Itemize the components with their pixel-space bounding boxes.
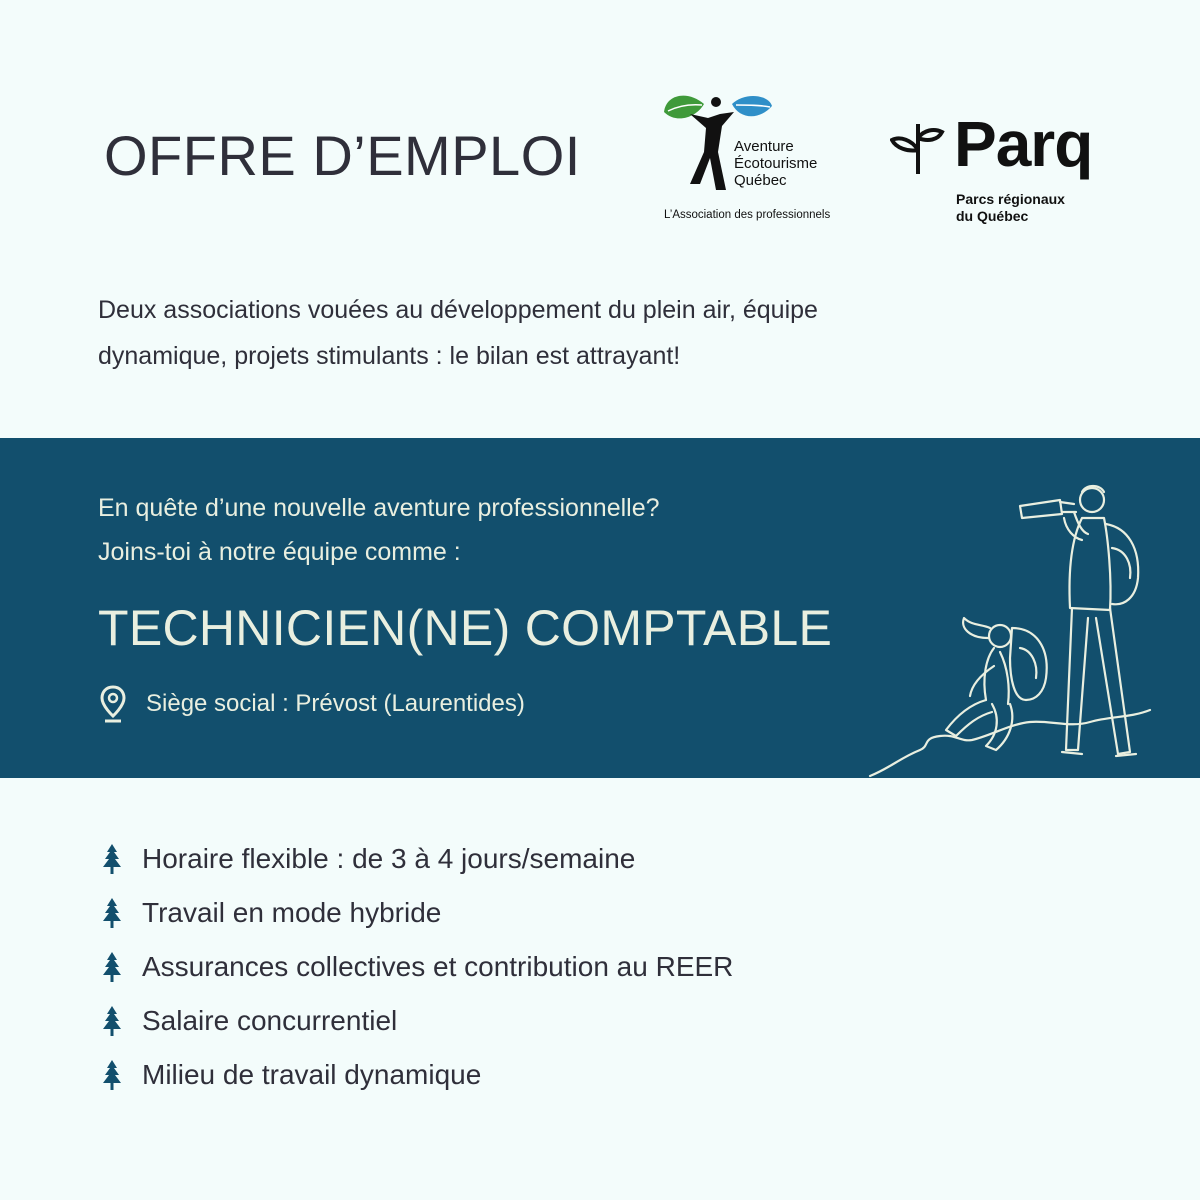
job-banner <box>0 438 1200 778</box>
benefits-list <box>100 832 733 1102</box>
benefit-text: Travail en mode hybride <box>142 897 442 928</box>
aeq-name <box>734 138 817 189</box>
list-item <box>100 940 733 994</box>
pine-tree-icon <box>100 843 124 875</box>
aeq-name-line: Écotourisme <box>734 155 818 172</box>
pine-tree-icon <box>100 1059 124 1091</box>
benefit-text: Milieu de travail dynamique <box>142 1059 482 1090</box>
list-item <box>100 832 733 886</box>
parq-wordmark: Parq <box>954 108 1093 180</box>
list-item <box>100 886 733 940</box>
intro-line: Deux associations vouées au développement du plein air, équipe <box>98 296 818 324</box>
hikers-illustration <box>860 478 1160 778</box>
banner-lead <box>98 486 660 574</box>
benefit-text: Assurances collectives et contribution au REER <box>142 951 734 982</box>
list-item <box>100 1048 733 1102</box>
pine-tree-icon <box>100 1005 124 1037</box>
benefit-text: Horaire flexible : de 3 à 4 jours/semaine <box>142 843 636 874</box>
banner-lead-line: En quête d’une nouvelle aventure professionnelle? <box>98 494 660 522</box>
parq-subtitle <box>956 191 1065 225</box>
pine-tree-icon <box>100 951 124 983</box>
intro-line: dynamique, projets stimulants : le bilan est attrayant! <box>98 342 681 370</box>
aeq-name-line: Aventure <box>734 138 794 155</box>
pine-tree-icon <box>100 897 124 929</box>
list-item <box>100 994 733 1048</box>
aeq-subtitle: L’Association des professionnels <box>664 209 831 221</box>
banner-lead-line: Joins-toi à notre équipe comme : <box>98 538 461 566</box>
benefit-text: Salaire concurrentiel <box>142 1005 398 1036</box>
parq-subtitle-line: Parcs régionaux <box>956 191 1065 207</box>
location-pin-icon <box>98 684 128 724</box>
intro-text <box>98 287 1058 379</box>
aeq-name-line: Québec <box>734 172 787 189</box>
signpost-icon <box>890 120 946 176</box>
job-title: TECHNICIEN(NE) COMPTABLE <box>98 600 833 656</box>
parq-logo <box>890 108 1110 232</box>
location <box>98 684 525 724</box>
aeq-logo <box>660 92 860 232</box>
page-title: OFFRE D’EMPLOI <box>104 124 581 187</box>
parq-subtitle-line: du Québec <box>956 208 1029 224</box>
location-text: Siège social : Prévost (Laurentides) <box>146 690 525 717</box>
